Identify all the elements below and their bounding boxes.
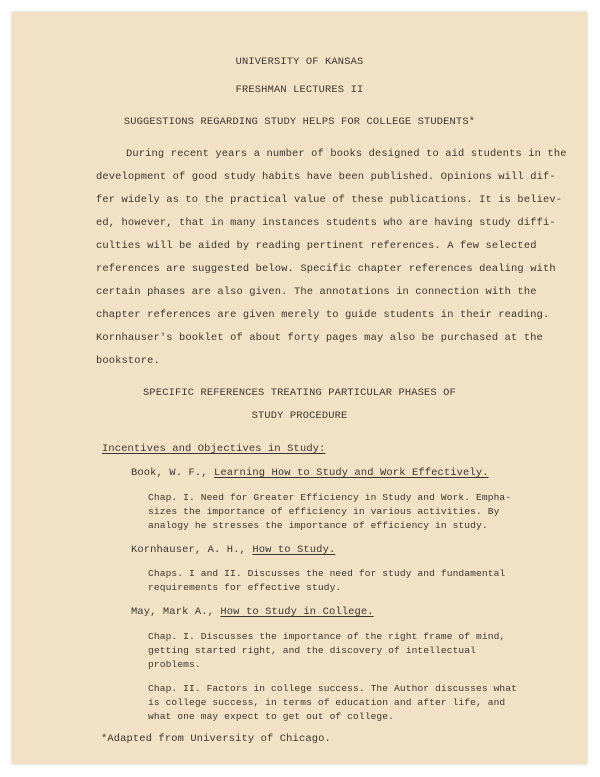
intro-line: certain phases are also given. The annotations in connection with the [96,286,537,298]
intro-line: Kornhauser's booklet of about forty pages may also be purchased at the [96,332,543,344]
intro-line: bookstore. [96,355,160,367]
reference-author [131,544,335,556]
reference-author [131,606,374,618]
lecture-series-heading: FRESHMAN LECTURES II [235,84,364,96]
intro-line: culties will be aided by reading pertinent references. A few selected [96,240,537,252]
intro-line: fer widely as to the practical value of these publications. It is believ- [96,194,563,206]
intro-line: During recent years a number of books designed to aid students in the [126,148,567,160]
chapter-note-line: is college success, in terms of education and after life, and [148,697,506,708]
chapter-note-line: sizes the importance of efficiency in various activities. By [148,506,500,517]
chapter-note-line: analogy he stresses the importance of efficiency in study. [148,520,488,531]
intro-line: references are suggested below. Specific chapter references dealing with [96,263,556,275]
document-page [12,12,587,764]
chapter-note-line: what one may expect to get out of college. [148,711,395,722]
intro-line: development of good study habits have been published. Opinions will dif- [96,171,556,183]
document-title: SUGGESTIONS REGARDING STUDY HELPS FOR COLLEGE STUDENTS* [123,116,476,128]
chapter-note-line: Chaps. I and II. Discusses the need for study and fundamental [148,568,506,579]
reference-author [131,467,489,479]
book-title: Learning How to Study and Work Effectively. [214,467,489,479]
intro-line: chapter references are given merely to guide students in their reading. [96,309,550,321]
chapter-note-line: getting started right, and the discovery of intellectual [148,645,477,656]
chapter-note-line: requirements for effective study. [148,582,342,593]
section-heading: SPECIFIC REFERENCES TREATING PARTICULAR PHASES OF [143,387,456,399]
author-name: May, Mark A., [131,606,215,618]
author-name: Book, W. F., [131,467,208,479]
chapter-note-line: Chap. II. Factors in college success. The Author discusses what [148,683,518,694]
section-subheading: Incentives and Objectives in Study: [102,443,326,455]
chapter-note-line: Chap. I. Discusses the importance of the right frame of mind, [148,631,506,642]
footnote: *Adapted from University of Chicago. [101,733,331,745]
section-heading-continued: STUDY PROCEDURE [251,410,348,422]
intro-line: ed, however, that in many instances students who are having study diffi- [96,217,556,229]
book-title: How to Study. [252,544,336,556]
author-name: Kornhauser, A. H., [131,544,246,556]
book-title: How to Study in College. [220,606,374,618]
university-heading: UNIVERSITY OF KANSAS [235,56,364,68]
chapter-note-line: Chap. I. Need for Greater Efficiency in Study and Work. Empha- [148,492,512,503]
chapter-note-line: problems. [148,659,201,670]
